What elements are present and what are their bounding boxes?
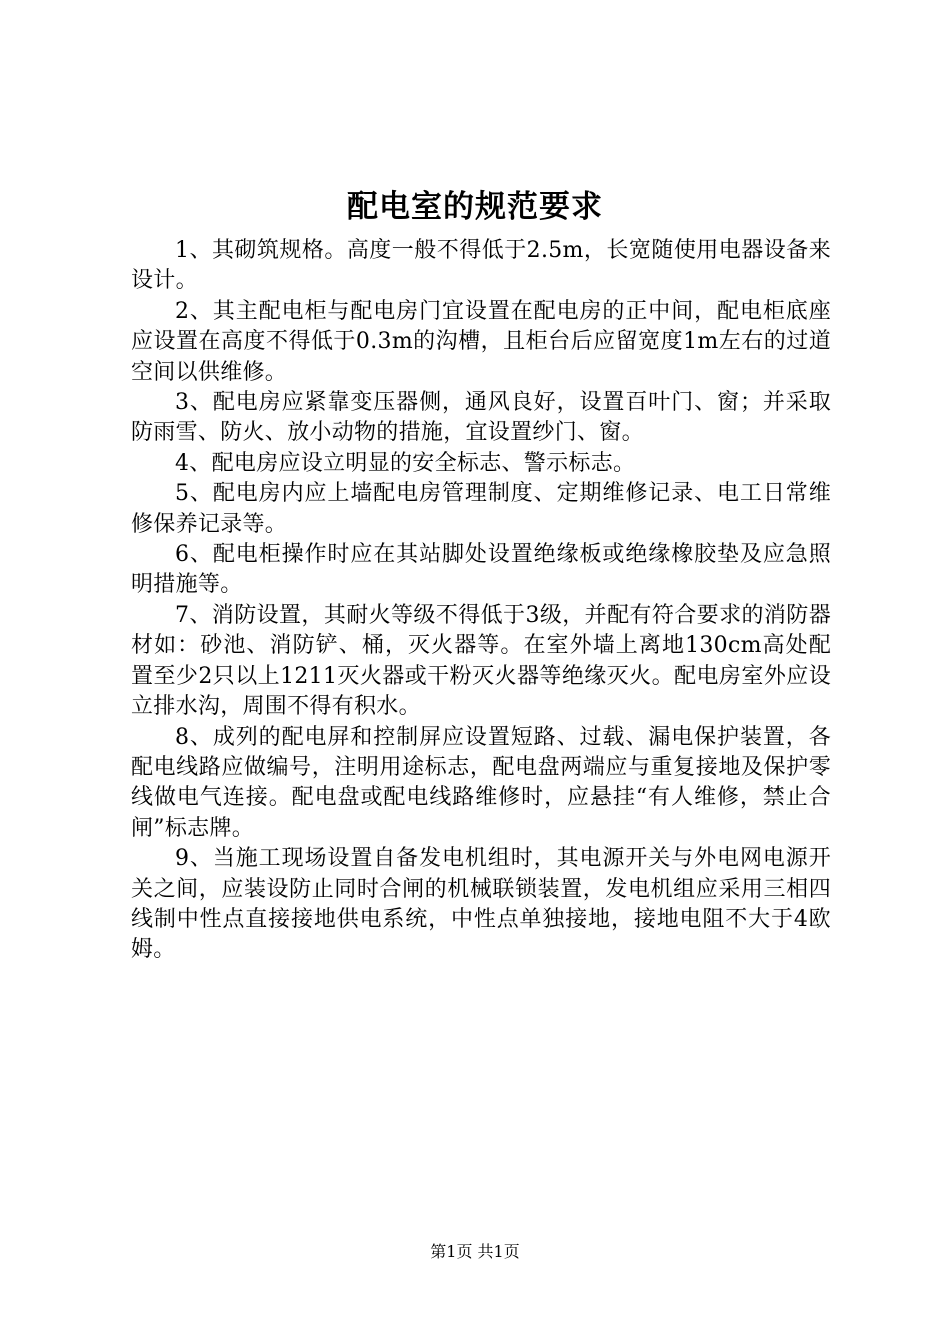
page-footer: 第1页 共1页	[430, 1242, 520, 1261]
paragraph-7: 7、消防设置，其耐火等级不得低于3级，并配有符合要求的消防器材如：砂池、消防铲、桶，灭火器等。在室外墙上离地130cm高处配置至少2只以上1211灭火器或干粉灭火器等绝缘灭火。配电房室外应设立排水沟，周围不得有积水。	[131, 602, 831, 720]
paragraph-1: 1、其砌筑规格。高度一般不得低于2.5m，长宽随使用电器设备来设计。	[131, 238, 831, 294]
paragraph-6: 6、配电柜操作时应在其站脚处设置绝缘板或绝缘橡胶垫及应急照明措施等。	[131, 542, 831, 598]
paragraph-2: 2、其主配电柜与配电房门宜设置在配电房的正中间，配电柜底座应设置在高度不得低于0.3m的沟槽，且柜台后应留宽度1m左右的过道空间以供维修。	[131, 298, 831, 385]
document-title: 配电室的规范要求	[347, 189, 603, 225]
paragraph-8: 8、成列的配电屏和控制屏应设置短路、过载、漏电保护装置，各配电线路应做编号，注明用途标志，配电盘两端应与重复接地及保护零线做电气连接。配电盘或配电线路维修时，应悬挂“有人维修，禁止合闸”标志牌。	[131, 724, 831, 841]
paragraph-9: 9、当施工现场设置自备发电机组时，其电源开关与外电网电源开关之间，应装设防止同时合闸的机械联锁装置，发电机组应采用三相四线制中性点直接接地供电系统，中性点单独接地，接地电阻不大于4欧姆。	[131, 846, 831, 963]
paragraph-4: 4、配电房应设立明显的安全标志、警示标志。	[175, 450, 636, 476]
document-body	[131, 236, 831, 966]
paragraph-3: 3、配电房应紧靠变压器侧，通风良好，设置百叶门、窗；并采取防雨雪、防火、放小动物的措施，宜设置纱门、窗。	[131, 390, 831, 446]
paragraph-5: 5、配电房内应上墙配电房管理制度、定期维修记录、电工日常维修保养记录等。	[131, 481, 831, 537]
